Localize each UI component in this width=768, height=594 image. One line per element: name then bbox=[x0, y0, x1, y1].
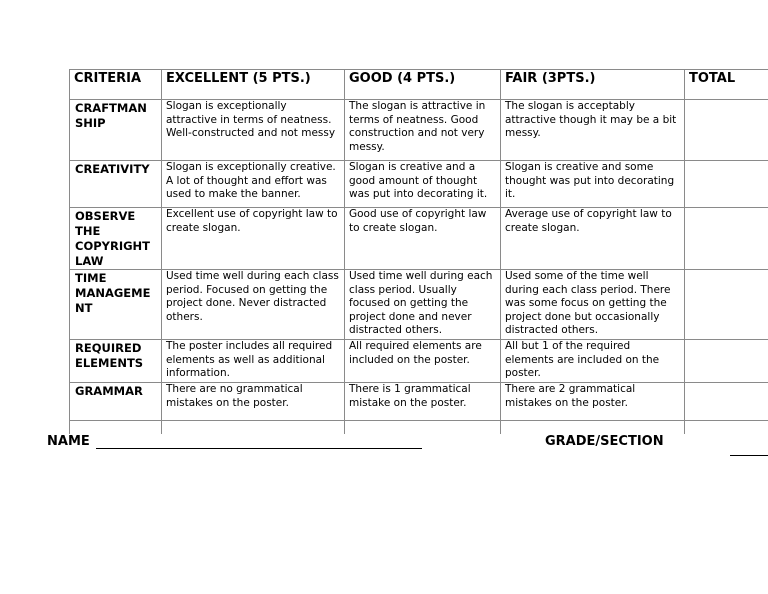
total-cell[interactable] bbox=[685, 100, 768, 161]
name-label: NAME bbox=[47, 434, 90, 449]
header-fair: FAIR (3PTS.) bbox=[501, 70, 685, 100]
table-row bbox=[70, 100, 768, 161]
table-row bbox=[70, 208, 768, 270]
criteria-cell bbox=[70, 421, 162, 434]
good-cell bbox=[345, 421, 501, 434]
header-criteria: CRITERIA bbox=[70, 70, 162, 100]
table-row bbox=[70, 270, 768, 340]
fair-cell: There are 2 grammatical mistakes on the poster. bbox=[501, 383, 685, 421]
rubric-table bbox=[69, 69, 768, 434]
total-cell[interactable] bbox=[685, 421, 768, 434]
good-cell: The slogan is attractive in terms of neatness. Good construction and not very messy. bbox=[345, 100, 501, 161]
table-row bbox=[70, 383, 768, 421]
header-good: GOOD (4 PTS.) bbox=[345, 70, 501, 100]
good-cell: All required elements are included on the poster. bbox=[345, 340, 501, 383]
excellent-cell: Used time well during each class period. Focused on getting the project done. Never distracted others. bbox=[162, 270, 345, 340]
total-cell[interactable] bbox=[685, 340, 768, 383]
excellent-cell: The poster includes all required elements as well as additional information. bbox=[162, 340, 345, 383]
excellent-cell: Slogan is exceptionally creative. A lot of thought and effort was used to make the banner. bbox=[162, 161, 345, 208]
excellent-cell: Excellent use of copyright law to create slogan. bbox=[162, 208, 345, 270]
header-row bbox=[70, 70, 768, 100]
table-row bbox=[70, 161, 768, 208]
good-cell: Slogan is creative and a good amount of thought was put into decorating it. bbox=[345, 161, 501, 208]
total-cell[interactable] bbox=[685, 270, 768, 340]
fair-cell: All but 1 of the required elements are included on the poster. bbox=[501, 340, 685, 383]
good-cell: Good use of copyright law to create slogan. bbox=[345, 208, 501, 270]
criteria-cell: CREATIVITY bbox=[70, 161, 162, 208]
grade-section-field-line[interactable] bbox=[730, 455, 768, 456]
total-cell[interactable] bbox=[685, 208, 768, 270]
criteria-cell: CRAFTMAN SHIP bbox=[70, 100, 162, 161]
fair-cell bbox=[501, 421, 685, 434]
total-cell[interactable] bbox=[685, 161, 768, 208]
excellent-cell bbox=[162, 421, 345, 434]
fair-cell: Used some of the time well during each class period. There was some focus on getting the project done but occasionally distracted others. bbox=[501, 270, 685, 340]
good-cell: There is 1 grammatical mistake on the poster. bbox=[345, 383, 501, 421]
table-row bbox=[70, 340, 768, 383]
criteria-cell: OBSERVE THE COPYRIGHT LAW bbox=[70, 208, 162, 270]
excellent-cell: Slogan is exceptionally attractive in terms of neatness. Well-constructed and not messy bbox=[162, 100, 345, 161]
total-cell[interactable] bbox=[685, 383, 768, 421]
header-total: TOTAL bbox=[685, 70, 768, 100]
excellent-cell: There are no grammatical mistakes on the poster. bbox=[162, 383, 345, 421]
criteria-cell: TIME MANAGEME NT bbox=[70, 270, 162, 340]
criteria-cell: GRAMMAR bbox=[70, 383, 162, 421]
fair-cell: Average use of copyright law to create slogan. bbox=[501, 208, 685, 270]
name-field-line[interactable] bbox=[96, 448, 422, 449]
good-cell: Used time well during each class period. Usually focused on getting the project done and never distracted others. bbox=[345, 270, 501, 340]
grade-section-label: GRADE/SECTION bbox=[545, 434, 664, 449]
header-excellent: EXCELLENT (5 PTS.) bbox=[162, 70, 345, 100]
criteria-cell: REQUIRED ELEMENTS bbox=[70, 340, 162, 383]
table-row bbox=[70, 421, 768, 434]
fair-cell: Slogan is creative and some thought was put into decorating it. bbox=[501, 161, 685, 208]
fair-cell: The slogan is acceptably attractive though it may be a bit messy. bbox=[501, 100, 685, 161]
